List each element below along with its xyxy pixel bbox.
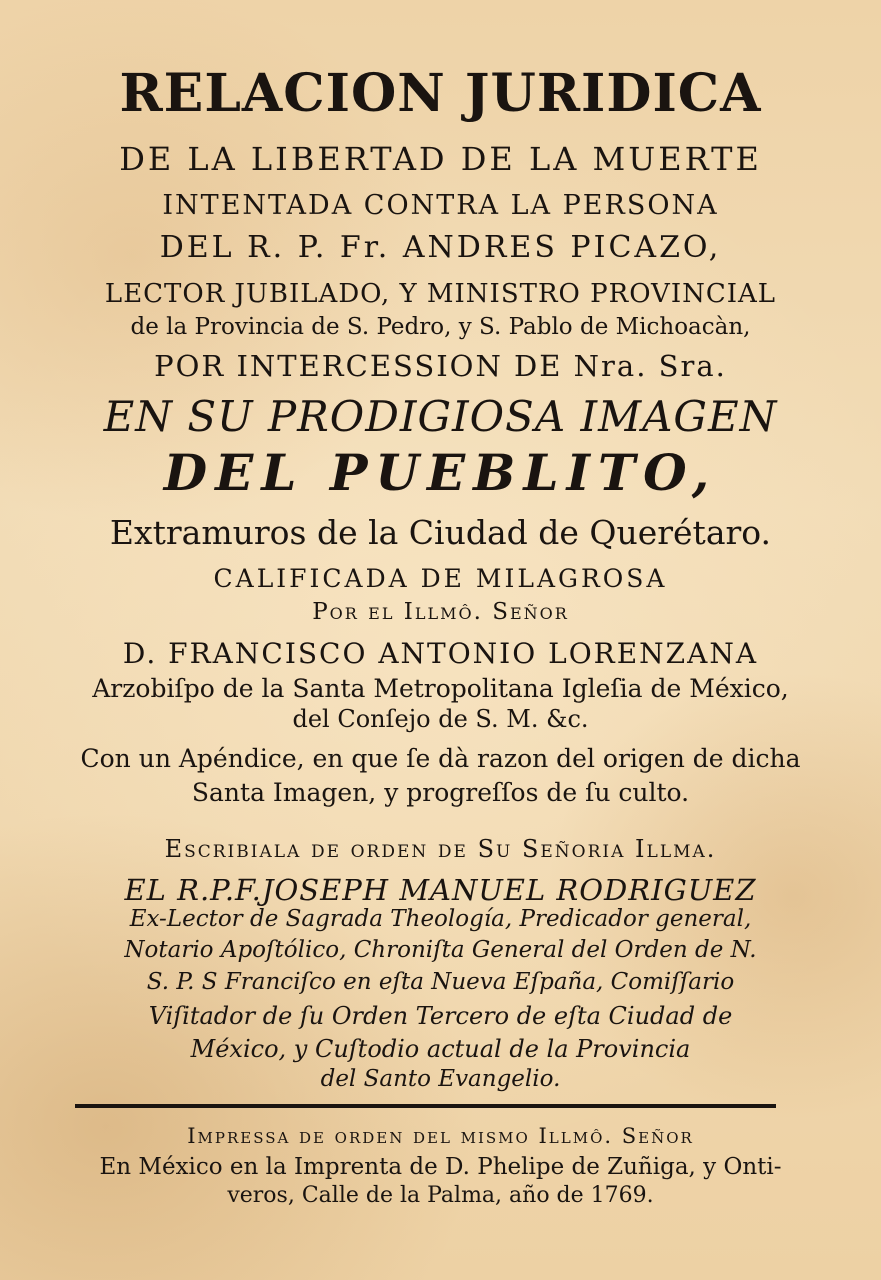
image-line: EN SU PRODIGIOSA IMAGEN: [103, 392, 778, 441]
author-credentials-4: Viſitador de ſu Orden Tercero de eſta Ciudad de: [148, 1002, 733, 1030]
appendix-line-1: Con un Apéndice, en que ſe dà razon del origen de dicha: [80, 744, 801, 773]
archbishop-council: del Conſejo de S. M. &c.: [292, 705, 589, 733]
imprint-line-2: En México en la Imprenta de D. Phelipe de Zuñiga, y Onti-: [99, 1154, 782, 1180]
written-by-line: Escribiala de orden de Su Señoria Illma.: [164, 835, 717, 863]
author-credentials-1: Ex-Lector de Sagrada Theología, Predicador general,: [129, 906, 752, 932]
qualified-line: CALIFICADA DE MILAGROSA: [213, 564, 668, 593]
author-name: EL R.P.F.JOSEPH MANUEL RODRIGUEZ: [124, 873, 757, 907]
imprint-line-3: veros, Calle de la Palma, año de 1769.: [227, 1183, 654, 1208]
divider-rule: [75, 1104, 776, 1108]
imprint-line-1: Impressa de orden del mismo Illmô. Señor: [187, 1124, 694, 1148]
author-credentials-6: del Santo Evangelio.: [320, 1066, 561, 1092]
author-credentials-5: México, y Cuſtodio actual de la Provincia: [190, 1035, 691, 1063]
main-title: RELACION JURIDICA: [119, 63, 762, 124]
subject-name: DEL R. P. Fr. ANDRES PICAZO,: [159, 230, 722, 265]
archbishop-name: D. FRANCISCO ANTONIO LORENZANA: [122, 637, 759, 670]
by-line: Por el Illmô. Señor: [312, 599, 569, 625]
subject-role: LECTOR JUBILADO, Y MINISTRO PROVINCIAL: [104, 279, 777, 309]
appendix-line-2: Santa Imagen, y progreſſos de ſu culto.: [191, 778, 690, 807]
intercession-line: POR INTERCESSION DE Nra. Sra.: [154, 349, 727, 383]
subject-province: de la Provincia de S. Pedro, y S. Pablo de Michoacàn,: [130, 314, 751, 340]
author-credentials-3: S. P. S Franciſco en eſta Nueva Eſpaña, Comiſſario: [146, 969, 735, 995]
subtitle-line-1: DE LA LIBERTAD DE LA MUERTE: [119, 140, 762, 178]
author-credentials-2: Notario Apoſtólico, Chroniſta General del Orden de N.: [124, 937, 757, 963]
subtitle-line-2: INTENTADA CONTRA LA PERSONA: [162, 190, 719, 221]
archbishop-title: Arzobiſpo de la Santa Metropolitana Igleſia de México,: [92, 674, 789, 703]
pueblito-line: DEL PUEBLITO,: [163, 443, 718, 502]
location-line: Extramuros de la Ciudad de Querétaro.: [109, 513, 772, 552]
